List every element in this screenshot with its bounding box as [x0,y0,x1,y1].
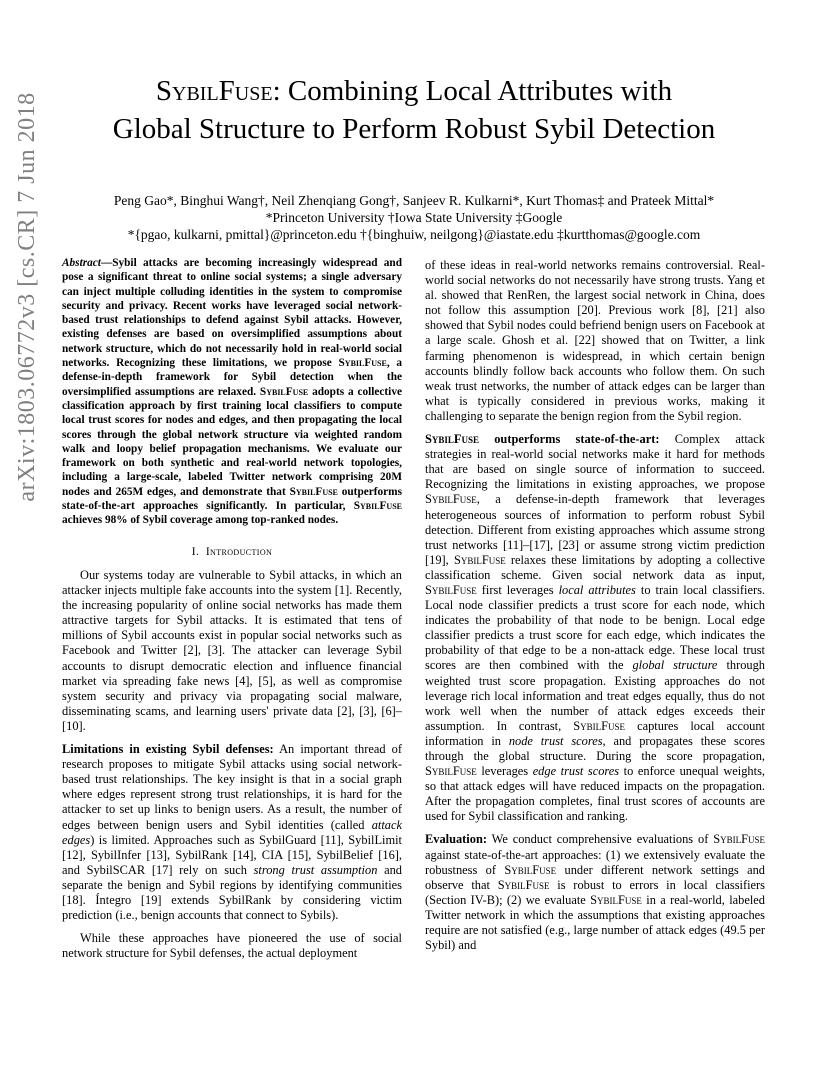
outperforms-system-6: SybilFuse [425,764,477,779]
paper-title [40,72,788,148]
evaluation-text-e: in a real-world, labeled Twitter network in which the assumptions that existing approaches require are not satisfied (e.g., large number of attack edges (49.5 per Sybil) and [425,892,765,953]
outperforms-system-2: SybilFuse [425,492,477,507]
outperforms-text-a: Complex attack strategies in real-world social networks make it hard for methods that are based on single source of information to succeed. Recognizing the limitations in existing approaches, we propose [425,432,765,492]
outperforms-text-e: to train local classifiers. Local node classifier predicts a trust score for each node, which indicates the probability of that node to be benign. Local edge classifier predicts a trust score for each edge, which indicates the probability of that edge to be a non-attack edge. These local trust scores are then combined with the [425,582,765,673]
abstract-text-4: outperforms state-of-the-art approaches significantly. In particular, [62,485,402,513]
outperforms-text-b: , a defense-in-depth framework that leverages heterogeneous sources of information to perform robust Sybil detection. Different from existing approaches which assume strong trust networks [11]–[17], [23] or assume strong victim prediction [19], [425,492,765,567]
abstract [62,256,402,528]
outperforms-paragraph [425,432,765,824]
left-column-body [62,568,402,969]
outperforms-system-5: SybilFuse [573,718,626,733]
evaluation-system-3: SybilFuse [497,877,550,892]
evaluation-system-1: SybilFuse [713,832,765,847]
arxiv-identifier-text: arXiv:1803.06772v3 [cs.CR] 7 Jun 2018 [14,92,40,502]
title-system-name: SybilFuse [155,75,273,107]
title-line-2: Global Structure to Perform Robust Sybil Detection [112,113,716,145]
continuation-paragraph: of these ideas in real-world networks remains controversial. Real-world social networks do not necessarily have strong trusts. Yang et al. showed that RenRen, the largest social network in China, does not follow this assumption [20]. Previous work [8], [21] also showed that Sybil nodes could befriend benign users on Facebook at a large scale. Ghosh et al. [22] showed that on Twitter, a link farming phenomenon is widespread, in which certain benign accounts blindly follow back accounts who follow them. On such weak trust networks, the number of attack edges can be larger than what is typically considered in previous works, making it challenging to separate the benign region from the Sybil region. [425,258,765,423]
evaluation-text-b: against state-of-the-art approaches: (1) we extensively evaluate the robustness of [425,847,765,877]
author-block [40,192,788,243]
abstract-text-3: adopts a collective classification approach by first training local classifiers to compute local trust scores for nodes and edges, and then propagating the local scores through the global network structure via weighted random walk and loopy belief propagation mechanisms. We evaluate our framework on both synthetic and real-world network topologies, including a large-scale, labeled Twitter network comprising 20M nodes and 265M edges, and demonstrate that [62,385,402,498]
evaluation-heading: Evaluation: [425,832,487,847]
author-affiliations: *Princeton University †Iowa State University ‡Google [265,210,563,225]
outperforms-term-global-structure: global structure [632,658,718,673]
abstract-text-2: , a defense-in-depth framework for Sybil detection when the oversimplified assumptions are relaxed. [62,357,402,398]
title-line-1 [40,72,788,110]
evaluation-text-a: We conduct comprehensive evaluations of [486,832,714,847]
abstract-system-name-4: SybilFuse [353,500,402,513]
section-heading-introduction [62,546,402,558]
limitations-term-strong-trust: strong trust assumption [253,862,378,877]
section-number: I. [191,546,200,558]
abstract-label: Abstract [62,257,101,269]
limitations-paragraph [62,742,402,923]
abstract-system-name-2: SybilFuse [259,385,309,398]
author-emails: *{pgao, kulkarni, pmittal}@princeton.edu †{binghuiw, neilgong}@iastate.edu ‡kurtthomas@google.com [127,227,701,242]
title-line-1-rest: : Combining Local Attributes with [272,75,673,107]
while-paragraph: While these approaches have pioneered the use of social network structure for Sybil defenses, the actual deployment [62,931,402,961]
abstract-text-5: achieves 98% of Sybil coverage among top-ranked nodes. [62,514,339,527]
outperforms-text-c: relaxes these limitations by adopting a collective classification scheme. Given social network data as input, [425,552,765,582]
outperforms-term-local-attributes: local attributes [558,582,636,597]
limitations-text-b: ) is limited. Approaches such as SybilGuard [11], SybilLimit [12], SybilInfer [13], SybilRank [14], CIA [15], SybilBelief [16], and SybilSCAR [17] rely on such [62,832,402,877]
outperforms-text-d: first leverages [476,582,559,597]
evaluation-text-d: is robust to errors in local classifiers (Section IV-B); (2) we evaluate [425,877,765,907]
outperforms-term-node-trust: node trust scores [508,733,603,748]
outperforms-heading-system: SybilFuse [425,432,479,447]
limitations-term-attack-edges: attack edges [62,817,402,847]
outperforms-text-g: captures local account information in [425,718,765,748]
evaluation-system-4: SybilFuse [590,892,642,907]
evaluation-paragraph [425,832,765,953]
outperforms-heading [425,432,659,446]
limitations-text-c: and separate the benign and Sybil regions by identifying communities [18]. Íntegro [19] extends SybilRank by considering victim prediction (i.e., benign accounts that connect to Sybils). [62,862,402,923]
abstract-system-name-3: SybilFuse [289,485,338,498]
outperforms-heading-text: outperforms state-of-the-art: [478,432,660,447]
abstract-system-name-1: SybilFuse [338,357,387,370]
evaluation-system-2: SybilFuse [504,862,557,877]
right-column-body [425,258,765,961]
outperforms-text-f: through weighted trust score propagation. Existing approaches do not leverage rich local information and treat edges equally, thus do not work well when the number of attack edges exceeds their assumption. In contrast, [425,658,765,733]
outperforms-text-h: , and propagates these scores through the global structure. During the score propagation, [425,733,765,763]
abstract-text-1: —Sybil attacks are becoming increasingly widespread and pose a significant threat to online social systems; a single adversary can inject multiple colluding identities in the system to compromise security and privacy. Recent works have leveraged social network-based trust relationships to defend against Sybil attacks. However, existing defenses are based on oversimplified assumptions about network structure, which do not necessarily hold in real-world social networks. Recognizing these limitations, we propose [62,257,402,370]
limitations-text-a: An important thread of research proposes to mitigate Sybil attacks using social network-based trust relationships. The key insight is that in a social graph where edges represent strong trust relationships, it is hard for the attacker to set up links to benign users. As a result, the number of edges between benign users and Sybil identities (called [62,742,402,832]
intro-paragraph: Our systems today are vulnerable to Sybil attacks, in which an attacker injects multiple fake accounts into the system [1]. Recently, the increasing popularity of online social networks has made them attractive targets for Sybil attacks. It is estimated that tens of millions of Sybil accounts exist in popular social networks such as Facebook and Twitter [2], [3]. The attacker can leverage Sybil accounts to disrupt democratic election and influence financial market via spreading fake news [4], [5], as well as compromise system security and privacy via propagating social malware, disseminating scams, and learning users' private data [2], [3], [6]–[10]. [62,568,402,733]
section-title: Introduction [205,546,273,558]
outperforms-text-j: leverages [476,764,533,779]
author-names: Peng Gao*, Binghui Wang†, Neil Zhenqiang Gong†, Sanjeev R. Kulkarni*, Kurt Thomas‡ and Prateek Mittal* [113,193,715,208]
limitations-heading: Limitations in existing Sybil defenses: [62,742,274,757]
outperforms-text-k: to enforce unequal weights, so that attack edges will have reduced impacts on the propagation. After the propagation completes, final trust scores of accounts are used for Sybil classification and ranking. [425,764,765,824]
evaluation-text-c: under different network settings and observe that [425,862,765,892]
outperforms-system-3: SybilFuse [453,552,506,567]
outperforms-term-edge-trust: edge trust scores [532,764,620,779]
outperforms-system-4: SybilFuse [425,582,477,597]
